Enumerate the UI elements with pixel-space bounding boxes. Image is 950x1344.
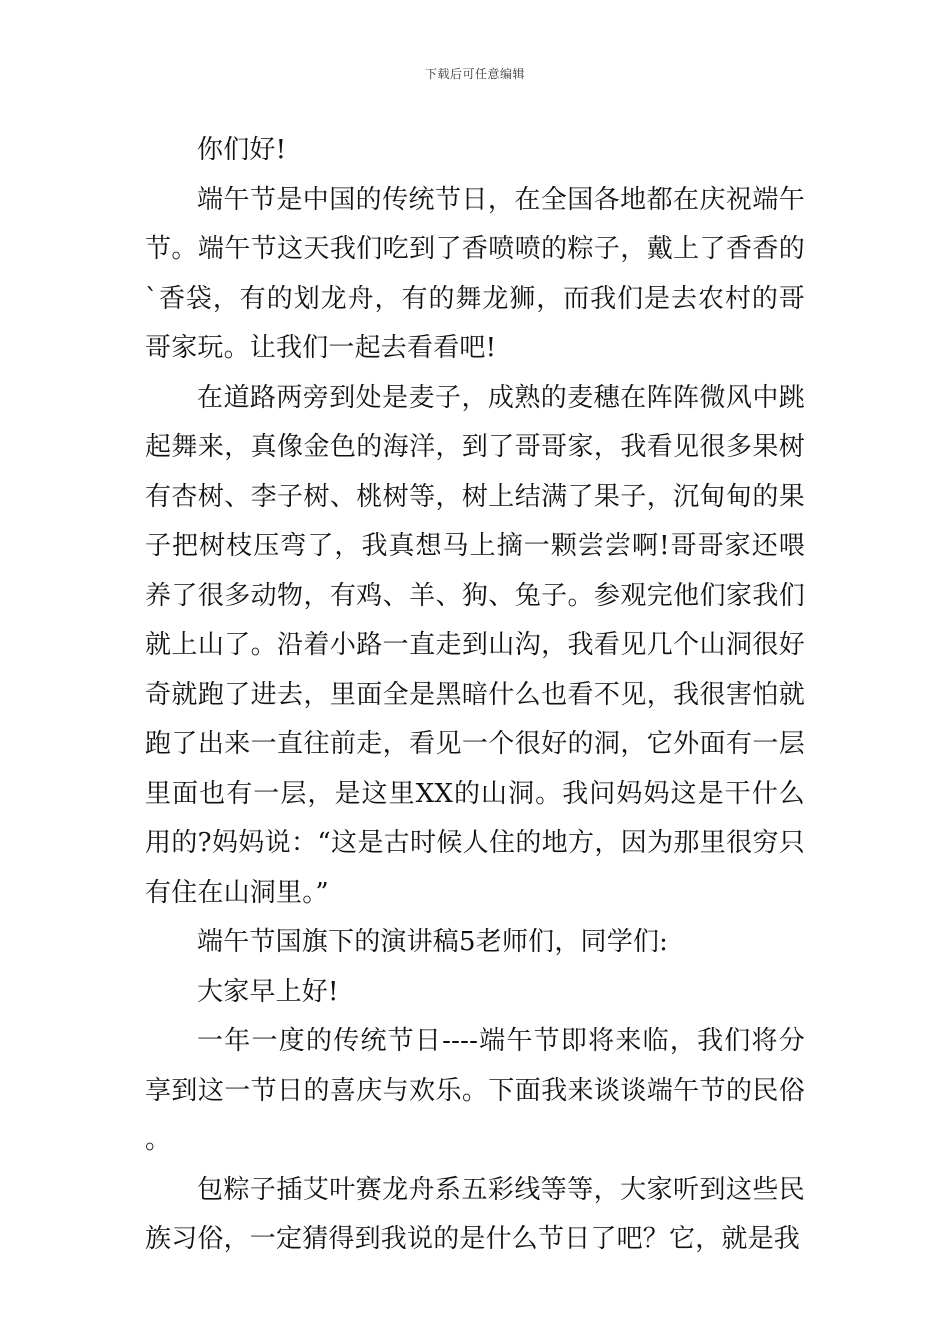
paragraph-speech-title: 端午节国旗下的演讲稿5老师们，同学们: [197, 927, 669, 957]
paragraph-festival-intro: 端午节是中国的传统节日，在全国各地都在庆祝端午节。端午节这天我们吃到了香喷喷的粽子，戴上了香香的`香袋，有的划龙舟，有的舞龙狮，而我们是去农村的哥哥家玩。让我们一起去看看吧! [145, 184, 805, 363]
paragraph-festival-coming: 一年一度的传统节日----端午节即将来临，我们将分享到这一节日的喜庆与欢乐。下面我来谈谈端午节的民俗。 [145, 1026, 805, 1155]
paragraph-morning-greeting: 大家早上好! [197, 976, 339, 1007]
paragraph-customs: 包粽子插艾叶赛龙舟系五彩线等等，大家听到这些民族习俗，一定猜得到我说的是什么节日了吧？它，就是我 [145, 1174, 805, 1254]
header-note: 下载后可任意编辑 [424, 67, 525, 81]
paragraph-greeting: 你们好! [197, 135, 287, 165]
paragraph-countryside-trip: 在道路两旁到处是麦子，成熟的麦穗在阵阵微风中跳起舞来，真像金色的海洋，到了哥哥家，我看见很多果树有杏树、李子树、桃树等，树上结满了果子，沉甸甸的果子把树枝压弯了，我真想马上摘一颗尝尝啊!哥哥家还喂养了很多动物，有鸡、羊、狗、兔子。参观完他们家我们就上山了。沿着小路一直走到山沟，我看见几个山洞很好奇就跑了进去，里面全是黑暗什么也看不见，我很害怕就跑了出来一直往前走，看见一个很好的洞，它外面有一层里面也有一层，是这里XX的山洞。我问妈妈这是干什么用的?妈妈说：“这是古时候人住的地方，因为那里很穷只有住在山洞里。” [145, 382, 805, 908]
document-body [145, 126, 805, 1265]
